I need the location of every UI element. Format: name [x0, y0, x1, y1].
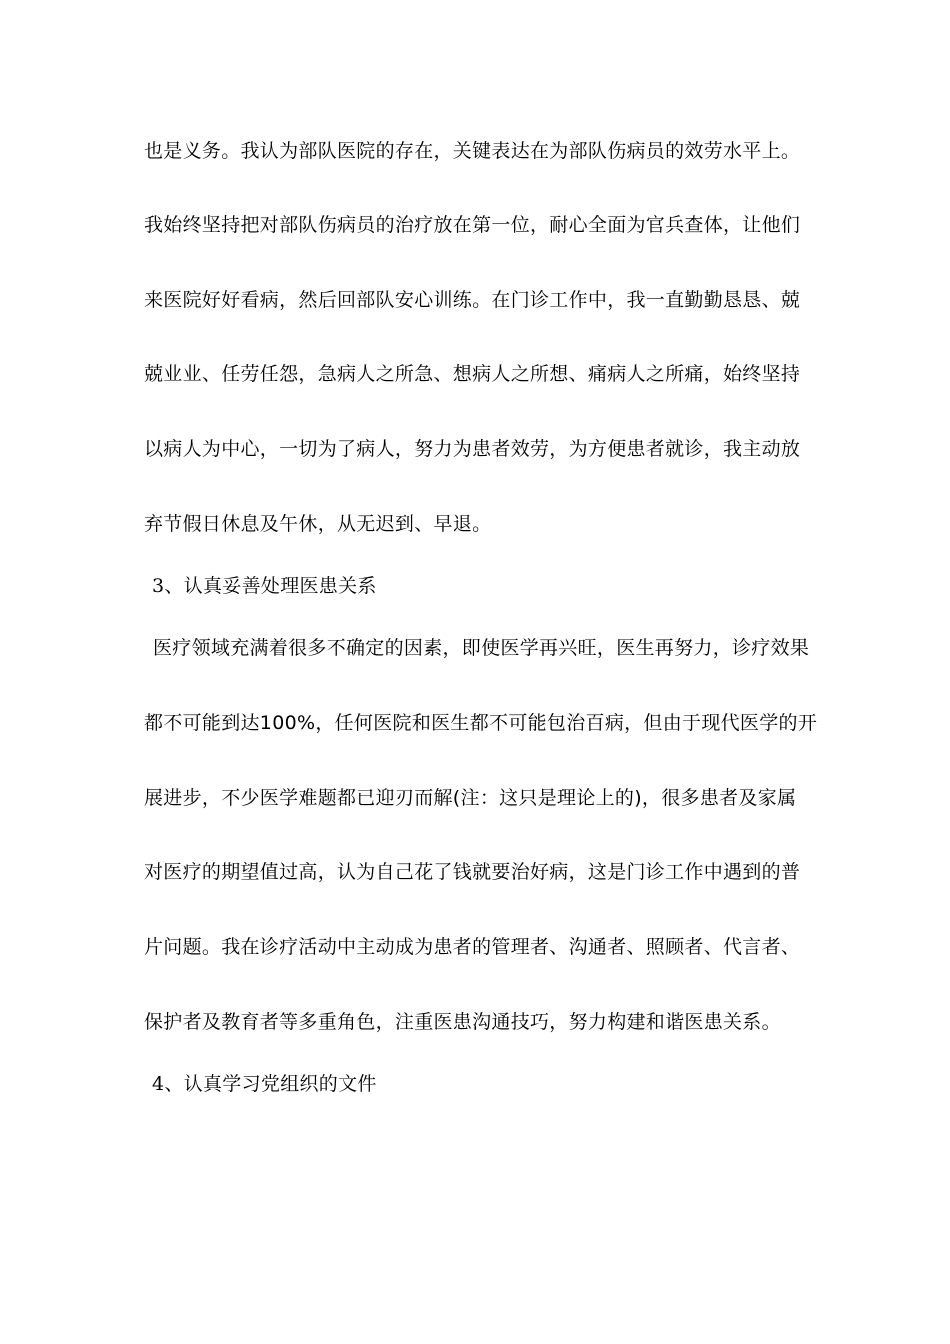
paragraph-line: 我始终坚持把对部队伤病员的治疗放在第一位，耐心全面为官兵查体，让他们 — [144, 214, 801, 236]
paragraph-line: 保护者及教育者等多重角色，注重医患沟通技巧，努力构建和谐医患关系。 — [144, 1011, 781, 1033]
paragraph-line: 医疗领域充满着很多不确定的因素，即使医学再兴旺，医生再努力，诊疗效果 — [153, 637, 810, 659]
paragraph-line: 对医疗的期望值过高，认为自己花了钱就要治好病，这是门诊工作中遇到的普 — [144, 861, 801, 883]
paragraph-line: 来医院好好看病，然后回部队安心训练。在门诊工作中，我一直勤勤恳恳、兢 — [144, 289, 801, 311]
paragraph-line: 弃节假日休息及午休，从无迟到、早退。 — [144, 513, 492, 535]
section-heading-3: 3、认真妥善处理医患关系 — [152, 575, 377, 597]
paragraph-line: 展进步，不少医学难题都已迎刃而解(注：这只是理论上的)，很多患者及家属 — [144, 787, 797, 809]
section-heading-4: 4、认真学习党组织的文件 — [152, 1073, 377, 1095]
paragraph-line: 也是义务。我认为部队医院的存在，关键表达在为部队伤病员的效劳水平上。 — [144, 140, 801, 162]
paragraph-line: 片问题。我在诊疗活动中主动成为患者的管理者、沟通者、照顾者、代言者、 — [144, 936, 801, 958]
paragraph-line: 以病人为中心，一切为了病人，努力为患者效劳，为方便患者就诊，我主动放 — [144, 438, 801, 460]
paragraph-line: 兢业业、任劳任怨，急病人之所急、想病人之所想、痛病人之所痛，始终坚持 — [144, 363, 801, 385]
paragraph-line: 都不可能到达100%，任何医院和医生都不可能包治百病，但由于现代医学的开 — [144, 712, 818, 734]
